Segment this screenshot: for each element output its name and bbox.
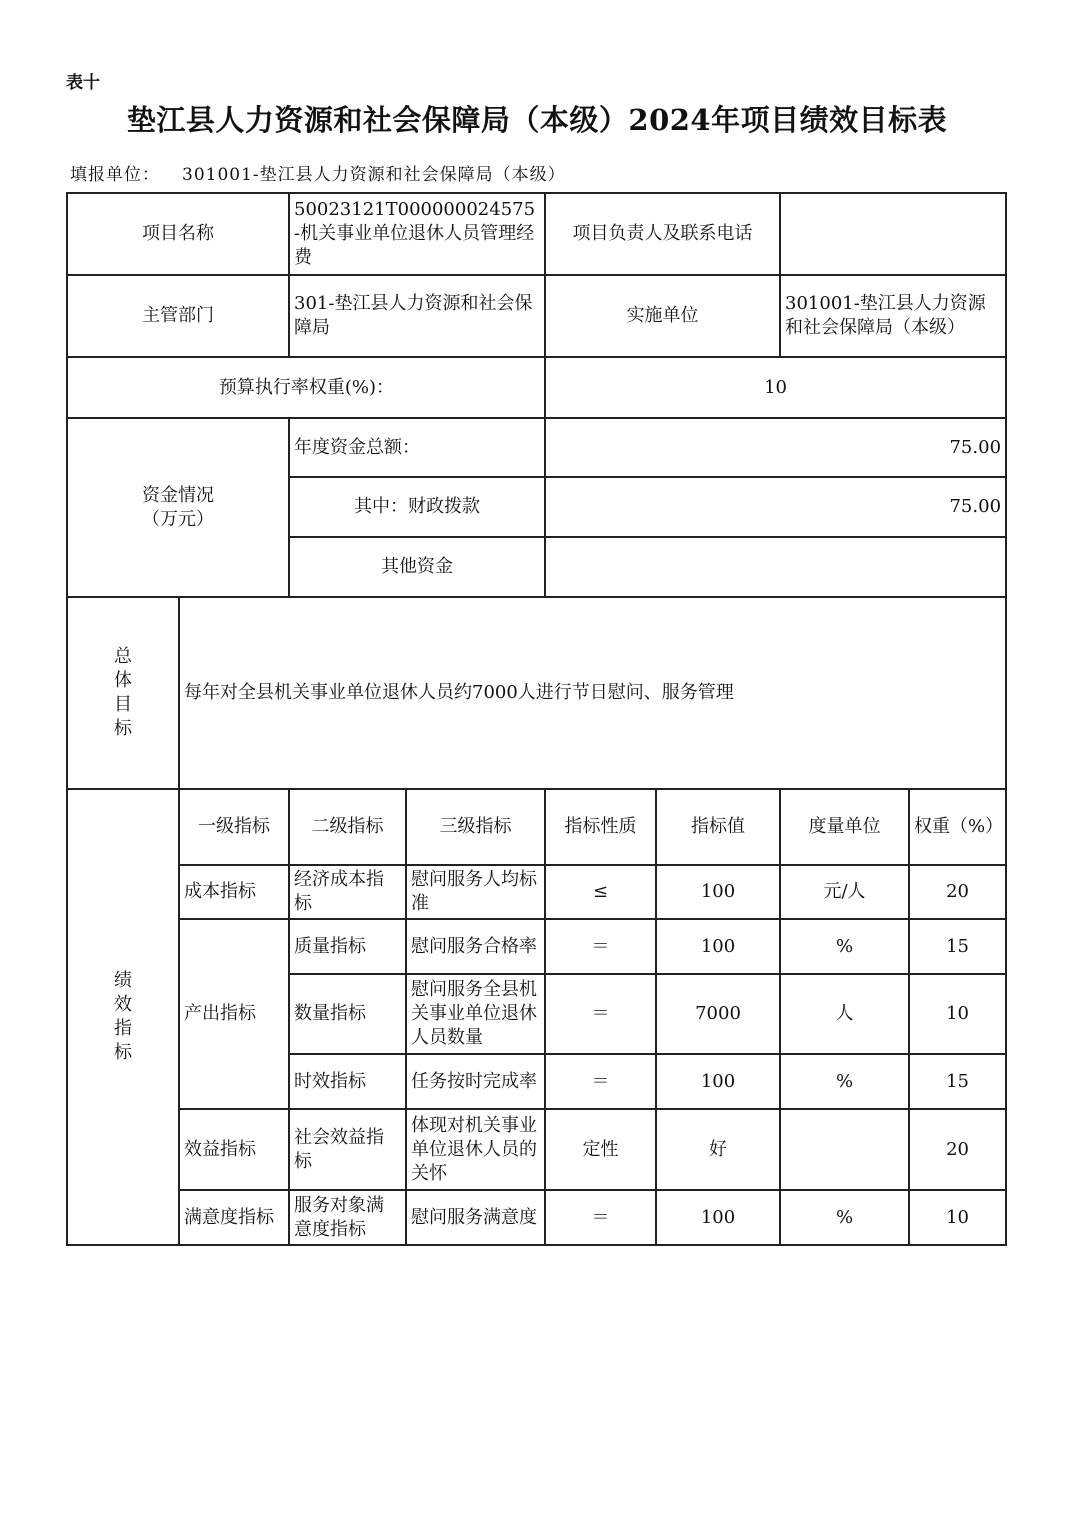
level2-cell: 经济成本指标 xyxy=(289,865,406,919)
budget-weight-row xyxy=(67,357,1006,418)
unit-cell: 元/人 xyxy=(780,865,909,919)
funds-label-cell xyxy=(67,418,289,597)
level3-cell: 任务按时完成率 xyxy=(406,1054,545,1109)
funds-total-label: 年度资金总额： xyxy=(289,418,545,477)
indicators-label: 绩效指标 xyxy=(114,970,132,1063)
weight-cell: 15 xyxy=(909,1054,1006,1109)
funds-label: 资金情况 xyxy=(142,484,214,506)
level2-cell: 数量指标 xyxy=(289,974,406,1054)
weight-cell: 10 xyxy=(909,1190,1006,1245)
funds-unit: （万元） xyxy=(142,508,214,530)
project-name-value: 50023121T000000024575-机关事业单位退休人员管理经费 xyxy=(289,193,545,275)
level1-cost: 成本指标 xyxy=(179,865,289,919)
project-name-row xyxy=(67,193,1006,275)
table-row xyxy=(67,1109,1006,1190)
unit-cell xyxy=(780,1109,909,1190)
funds-other-label: 其他资金 xyxy=(289,537,545,597)
overall-goal-text: 每年对全县机关事业单位退休人员约7000人进行节日慰问、服务管理 xyxy=(179,597,1006,789)
level3-cell: 慰问服务全县机关事业单位退休人员数量 xyxy=(406,974,545,1054)
dept-value: 301-垫江县人力资源和社会保障局 xyxy=(289,275,545,357)
fill-unit-value: 301001-垫江县人力资源和社会保障局（本级） xyxy=(182,165,566,185)
header-level2: 二级指标 xyxy=(289,789,406,865)
header-weight: 权重（%） xyxy=(909,789,1006,865)
level2-cell: 质量指标 xyxy=(289,919,406,974)
project-contact-value xyxy=(780,193,1006,275)
indicator-header-row xyxy=(67,789,1006,865)
impl-unit-value: 301001-垫江县人力资源和社会保障局（本级） xyxy=(780,275,1006,357)
dept-label: 主管部门 xyxy=(67,275,289,357)
impl-unit-label: 实施单位 xyxy=(545,275,780,357)
performance-target-table xyxy=(66,192,1007,1246)
table-row xyxy=(67,1190,1006,1245)
indicators-label-cell xyxy=(67,789,179,1245)
header-unit: 度量单位 xyxy=(780,789,909,865)
nature-cell: ≤ xyxy=(545,865,656,919)
project-name-label: 项目名称 xyxy=(67,193,289,275)
fill-unit-line xyxy=(70,160,566,185)
level3-cell: 慰问服务人均标准 xyxy=(406,865,545,919)
funds-fiscal-label: 其中：财政拨款 xyxy=(289,477,545,537)
nature-cell: ＝ xyxy=(545,1190,656,1245)
unit-cell: % xyxy=(780,1054,909,1109)
nature-cell: ＝ xyxy=(545,1054,656,1109)
weight-cell: 20 xyxy=(909,1109,1006,1190)
level2-cell: 时效指标 xyxy=(289,1054,406,1109)
value-cell: 100 xyxy=(656,919,780,974)
overall-goal-row xyxy=(67,597,1006,789)
fill-unit-label: 填报单位： xyxy=(70,165,160,185)
header-level1: 一级指标 xyxy=(179,789,289,865)
weight-cell: 10 xyxy=(909,974,1006,1054)
unit-cell: % xyxy=(780,1190,909,1245)
value-cell: 7000 xyxy=(656,974,780,1054)
budget-weight-value: 10 xyxy=(545,357,1006,418)
value-cell: 100 xyxy=(656,1190,780,1245)
level2-cell: 社会效益指标 xyxy=(289,1109,406,1190)
header-nature: 指标性质 xyxy=(545,789,656,865)
value-cell: 100 xyxy=(656,1054,780,1109)
header-level3: 三级指标 xyxy=(406,789,545,865)
value-cell: 100 xyxy=(656,865,780,919)
level1-benefit: 效益指标 xyxy=(179,1109,289,1190)
budget-weight-label: 预算执行率权重(%)： xyxy=(67,357,545,418)
level1-satisfaction: 满意度指标 xyxy=(179,1190,289,1245)
level2-cell: 服务对象满意度指标 xyxy=(289,1190,406,1245)
level3-cell: 慰问服务合格率 xyxy=(406,919,545,974)
department-row xyxy=(67,275,1006,357)
nature-cell: 定性 xyxy=(545,1109,656,1190)
nature-cell: ＝ xyxy=(545,919,656,974)
level3-cell: 慰问服务满意度 xyxy=(406,1190,545,1245)
level1-output: 产出指标 xyxy=(179,919,289,1109)
funds-fiscal-value: 75.00 xyxy=(545,477,1006,537)
value-cell: 好 xyxy=(656,1109,780,1190)
weight-cell: 20 xyxy=(909,865,1006,919)
project-contact-label: 项目负责人及联系电话 xyxy=(545,193,780,275)
table-row xyxy=(67,919,1006,974)
page-title: 垫江县人力资源和社会保障局（本级）2024年项目绩效目标表 xyxy=(126,103,948,137)
weight-cell: 15 xyxy=(909,919,1006,974)
table-number: 表十 xyxy=(66,73,100,93)
funds-total-value: 75.00 xyxy=(545,418,1006,477)
level3-cell: 体现对机关事业单位退休人员的关怀 xyxy=(406,1109,545,1190)
unit-cell: % xyxy=(780,919,909,974)
funds-other-value xyxy=(545,537,1006,597)
overall-goal-label: 总体目标 xyxy=(114,646,132,739)
table-row xyxy=(67,865,1006,919)
unit-cell: 人 xyxy=(780,974,909,1054)
funds-total-row xyxy=(67,418,1006,477)
nature-cell: ＝ xyxy=(545,974,656,1054)
overall-goal-label-cell xyxy=(67,597,179,789)
header-value: 指标值 xyxy=(656,789,780,865)
